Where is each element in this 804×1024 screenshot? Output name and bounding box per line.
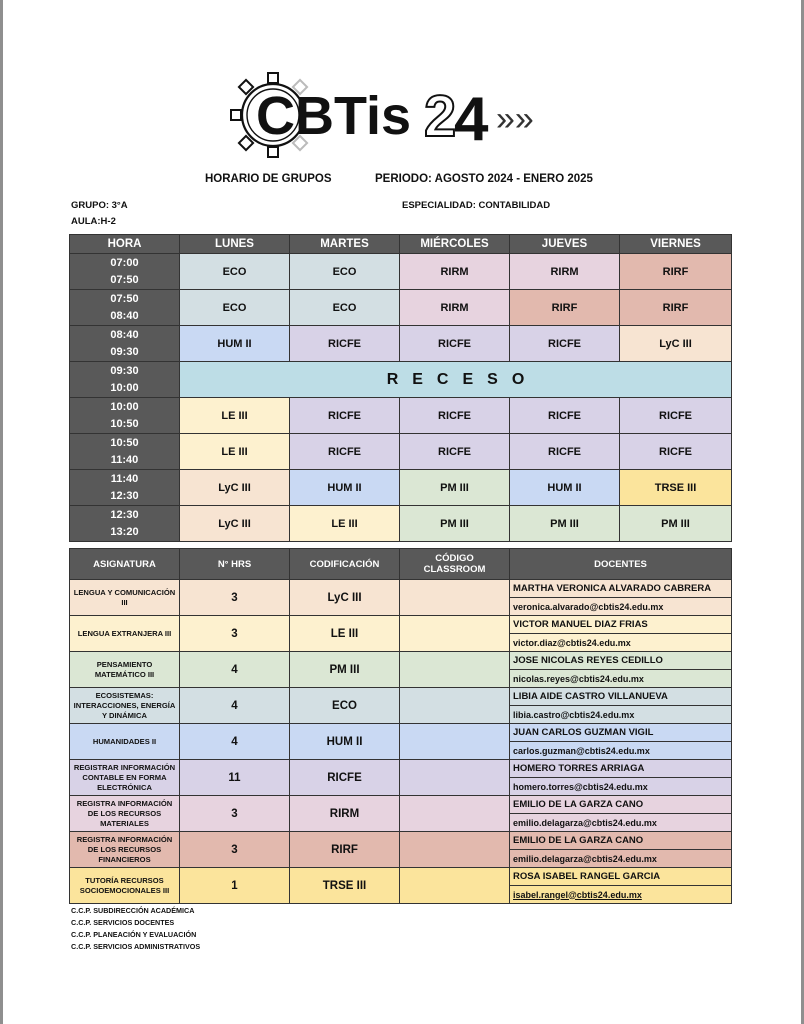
- teacher-name: EMILIO DE LA GARZA CANO: [510, 796, 732, 814]
- subject-row: [70, 724, 732, 742]
- class-cell: RICFE: [400, 326, 510, 362]
- subject-hours: 4: [180, 688, 290, 724]
- classroom-code: [400, 688, 510, 724]
- teacher-name: ROSA ISABEL RANGEL GARCIA: [510, 868, 732, 886]
- header-lunes: LUNES: [180, 235, 290, 254]
- header-hrs: N° HRS: [180, 549, 290, 580]
- subject-name: LENGUA Y COMUNICACIÓN III: [70, 580, 180, 616]
- subject-row: [70, 868, 732, 886]
- document-title: HORARIO DE GRUPOS: [205, 173, 332, 185]
- classroom-code: [400, 760, 510, 796]
- class-cell: RICFE: [620, 434, 732, 470]
- schedule-row: [70, 362, 732, 398]
- teacher-name: MARTHA VERONICA ALVARADO CABRERA: [510, 580, 732, 598]
- svg-text:»»: »»: [496, 100, 534, 138]
- time-end: 13:20: [110, 525, 139, 538]
- time-slot: [70, 326, 180, 362]
- time-start: 12:30: [110, 508, 139, 521]
- time-slot: [70, 470, 180, 506]
- subject-name: HUMANIDADES II: [70, 724, 180, 760]
- class-cell: RICFE: [510, 326, 620, 362]
- teacher-email-link[interactable]: nicolas.reyes@cbtis24.edu.mx: [513, 673, 644, 684]
- subject-hours: 1: [180, 868, 290, 904]
- subject-hours: 3: [180, 832, 290, 868]
- subject-code: ECO: [290, 688, 400, 724]
- header-asignatura: ASIGNATURA: [70, 549, 180, 580]
- schedule-row: [70, 326, 732, 362]
- time-end: 07:50: [110, 273, 139, 286]
- teacher-name: VICTOR MANUEL DIAZ FRIAS: [510, 616, 732, 634]
- class-cell: ECO: [180, 290, 290, 326]
- class-cell: LE III: [180, 398, 290, 434]
- teacher-email-cell: [510, 886, 732, 904]
- time-end: 10:50: [110, 417, 139, 430]
- teacher-email-cell: [510, 706, 732, 724]
- teacher-email-cell: [510, 670, 732, 688]
- teacher-email-link[interactable]: victor.diaz@cbtis24.edu.mx: [513, 637, 631, 648]
- header-classroom: CÓDIGO CLASSROOM: [400, 549, 510, 580]
- class-cell: RICFE: [290, 434, 400, 470]
- classroom-code: [400, 652, 510, 688]
- schedule-row: [70, 470, 732, 506]
- class-cell: RICFE: [510, 398, 620, 434]
- period-label: PERIODO: AGOSTO 2024 - ENERO 2025: [375, 173, 593, 185]
- teacher-email-cell: [510, 742, 732, 760]
- time-start: 07:00: [110, 256, 139, 269]
- teacher-email-cell: [510, 778, 732, 796]
- teacher-name: JOSE NICOLAS REYES CEDILLO: [510, 652, 732, 670]
- subject-code: RIRF: [290, 832, 400, 868]
- class-cell: PM III: [400, 470, 510, 506]
- subject-name: REGISTRA INFORMACIÓN DE LOS RECURSOS MATERIALES: [70, 796, 180, 832]
- class-cell: TRSE III: [620, 470, 732, 506]
- class-cell: RICFE: [290, 398, 400, 434]
- subject-row: [70, 580, 732, 598]
- subject-name: REGISTRA INFORMACIÓN DE LOS RECURSOS FINANCIEROS: [70, 832, 180, 868]
- class-cell: HUM II: [510, 470, 620, 506]
- time-end: 08:40: [110, 309, 139, 322]
- class-cell: RICFE: [510, 434, 620, 470]
- teacher-email-cell: [510, 814, 732, 832]
- schedule-header-row: [70, 235, 732, 254]
- class-cell: RICFE: [290, 326, 400, 362]
- class-cell: LE III: [290, 506, 400, 542]
- class-cell: HUM II: [180, 326, 290, 362]
- teacher-email-link[interactable]: libia.castro@cbtis24.edu.mx: [513, 709, 635, 720]
- subject-row: [70, 616, 732, 634]
- subject-name: REGISTRAR INFORMACIÓN CONTABLE EN FORMA ELECTRÓNICA: [70, 760, 180, 796]
- subject-code: RICFE: [290, 760, 400, 796]
- schedule-row: [70, 254, 732, 290]
- cbtis-logo: [228, 70, 558, 160]
- teacher-email-link[interactable]: carlos.guzman@cbtis24.edu.mx: [513, 745, 650, 756]
- recess-cell: RECESO: [180, 362, 732, 398]
- teacher-email-cell: [510, 634, 732, 652]
- class-cell: ECO: [290, 254, 400, 290]
- time-start: 08:40: [110, 328, 139, 341]
- header-miercoles: MIÉRCOLES: [400, 235, 510, 254]
- header-docentes: DOCENTES: [510, 549, 732, 580]
- subject-row: [70, 796, 732, 814]
- teacher-email-link[interactable]: emilio.delagarza@cbtis24.edu.mx: [513, 817, 657, 828]
- classroom-code: [400, 724, 510, 760]
- subject-row: [70, 652, 732, 670]
- schedule-row: [70, 434, 732, 470]
- ccp-line: C.C.P. SERVICIOS ADMINISTRATIVOS: [71, 942, 201, 951]
- subject-hours: 3: [180, 796, 290, 832]
- subject-code: PM III: [290, 652, 400, 688]
- subject-code: HUM II: [290, 724, 400, 760]
- teacher-email-link[interactable]: homero.torres@cbtis24.edu.mx: [513, 781, 648, 792]
- time-slot: [70, 254, 180, 290]
- class-cell: HUM II: [290, 470, 400, 506]
- header-hora: HORA: [70, 235, 180, 254]
- teacher-name: HOMERO TORRES ARRIAGA: [510, 760, 732, 778]
- ccp-line: C.C.P. SERVICIOS DOCENTES: [71, 918, 175, 927]
- time-slot: [70, 362, 180, 398]
- classroom-code: [400, 580, 510, 616]
- classroom-code: [400, 796, 510, 832]
- class-cell: RIRF: [620, 254, 732, 290]
- subject-code: RIRM: [290, 796, 400, 832]
- class-cell: LyC III: [620, 326, 732, 362]
- subject-hours: 4: [180, 652, 290, 688]
- class-cell: RICFE: [620, 398, 732, 434]
- class-cell: RICFE: [400, 434, 510, 470]
- time-end: 10:00: [110, 381, 139, 394]
- teacher-email-cell: [510, 598, 732, 616]
- subject-hours: 11: [180, 760, 290, 796]
- teacher-name: EMILIO DE LA GARZA CANO: [510, 832, 732, 850]
- header-martes: MARTES: [290, 235, 400, 254]
- schedule-row: [70, 506, 732, 542]
- classroom-code: [400, 616, 510, 652]
- specialty-label: ESPECIALIDAD: CONTABILIDAD: [402, 200, 551, 211]
- class-cell: ECO: [290, 290, 400, 326]
- time-slot: [70, 290, 180, 326]
- class-cell: RICFE: [400, 398, 510, 434]
- time-end: 11:40: [110, 453, 139, 466]
- schedule-table: [69, 234, 732, 542]
- time-slot: [70, 434, 180, 470]
- subject-name: TUTORÍA RECURSOS SOCIOEMOCIONALES III: [70, 868, 180, 904]
- subject-hours: 3: [180, 616, 290, 652]
- class-cell: PM III: [510, 506, 620, 542]
- group-label: GRUPO: 3°A: [71, 200, 128, 211]
- teacher-email-link[interactable]: isabel.rangel@cbtis24.edu.mx: [513, 889, 642, 900]
- ccp-line: C.C.P. SUBDIRECCIÓN ACADÉMICA: [71, 906, 195, 915]
- subject-name: ECOSISTEMAS: INTERACCIONES, ENERGÍA Y DINÁMICA: [70, 688, 180, 724]
- subject-row: [70, 832, 732, 850]
- teacher-email-link[interactable]: veronica.alvarado@cbtis24.edu.mx: [513, 601, 664, 612]
- subject-code: LyC III: [290, 580, 400, 616]
- svg-text:2: 2: [424, 84, 457, 149]
- subject-hours: 3: [180, 580, 290, 616]
- time-slot: [70, 506, 180, 542]
- class-cell: PM III: [620, 506, 732, 542]
- time-start: 10:00: [110, 400, 139, 413]
- teacher-email-link[interactable]: emilio.delagarza@cbtis24.edu.mx: [513, 853, 657, 864]
- class-cell: RIRM: [510, 254, 620, 290]
- subject-code: TRSE III: [290, 868, 400, 904]
- schedule-row: [70, 398, 732, 434]
- svg-text:4: 4: [454, 85, 489, 154]
- time-start: 10:50: [110, 436, 139, 449]
- class-cell: RIRM: [400, 290, 510, 326]
- teacher-email-cell: [510, 850, 732, 868]
- classroom-code: [400, 868, 510, 904]
- class-cell: PM III: [400, 506, 510, 542]
- class-cell: LyC III: [180, 506, 290, 542]
- subjects-table: [69, 548, 732, 904]
- schedule-row: [70, 290, 732, 326]
- class-cell: ECO: [180, 254, 290, 290]
- svg-text:CBTis: CBTis: [256, 86, 412, 146]
- ccp-line: C.C.P. PLANEACIÓN Y EVALUACIÓN: [71, 930, 197, 939]
- time-slot: [70, 398, 180, 434]
- class-cell: RIRF: [620, 290, 732, 326]
- subjects-header-row: [70, 549, 732, 580]
- class-cell: LE III: [180, 434, 290, 470]
- class-cell: LyC III: [180, 470, 290, 506]
- header-viernes: VIERNES: [620, 235, 732, 254]
- teacher-name: LIBIA AIDE CASTRO VILLANUEVA: [510, 688, 732, 706]
- time-start: 11:40: [110, 472, 139, 485]
- time-end: 09:30: [110, 345, 139, 358]
- time-end: 12:30: [110, 489, 139, 502]
- time-start: 09:30: [110, 364, 139, 377]
- page-edge-left: [0, 0, 3, 1024]
- subject-name: LENGUA EXTRANJERA III: [70, 616, 180, 652]
- classroom-code: [400, 832, 510, 868]
- time-start: 07:50: [110, 292, 139, 305]
- subject-name: PENSAMIENTO MATEMÁTICO III: [70, 652, 180, 688]
- subject-code: LE III: [290, 616, 400, 652]
- subject-row: [70, 688, 732, 706]
- header-jueves: JUEVES: [510, 235, 620, 254]
- teacher-name: JUAN CARLOS GUZMAN VIGIL: [510, 724, 732, 742]
- subject-row: [70, 760, 732, 778]
- class-cell: RIRF: [510, 290, 620, 326]
- subject-hours: 4: [180, 724, 290, 760]
- class-cell: RIRM: [400, 254, 510, 290]
- header-codificacion: CODIFICACIÓN: [290, 549, 400, 580]
- classroom-label: AULA:H-2: [71, 216, 116, 227]
